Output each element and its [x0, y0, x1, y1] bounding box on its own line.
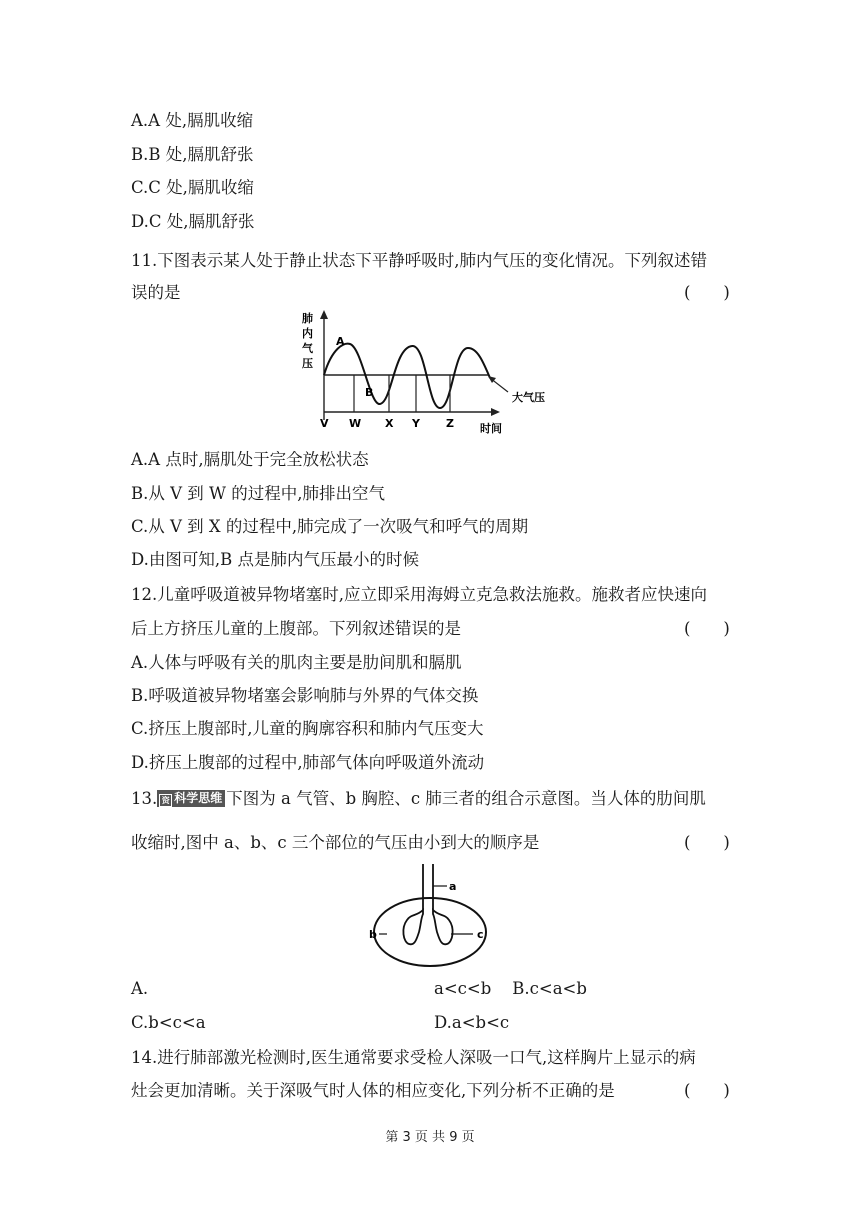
q11-graph-tick-v: V	[320, 417, 329, 430]
q12-option-b: B.呼吸道被异物堵塞会影响肺与外界的气体交换	[131, 686, 479, 705]
q14-stem-line1: 14.进行肺部激光检测时,医生通常要求受检人深吸一口气,这样胸片上显示的病	[131, 1048, 696, 1067]
q14-stem-line2: 灶会更加清晰。关于深吸气时人体的相应变化,下列分析不正确的是	[131, 1081, 615, 1100]
q13-option-a: A.	[131, 979, 149, 998]
q11-graph-point-a: A	[336, 335, 345, 348]
q11-graph-y-label-4: 压	[302, 357, 313, 370]
q11-option-c: C.从 V 到 X 的过程中,肺完成了一次吸气和呼气的周期	[131, 517, 529, 536]
q13-label-a: a	[449, 880, 457, 893]
q14-answer-paren: ( )	[684, 1081, 730, 1100]
q11-option-b: B.从 V 到 W 的过程中,肺排出空气	[131, 484, 385, 503]
q13-option-d: D.a<b<c	[434, 1013, 510, 1032]
science-thinking-badge	[157, 790, 225, 807]
q11-pressure-graph	[280, 308, 560, 440]
q12-option-c: C.挤压上腹部时,儿童的胸廓容积和肺内气压变大	[131, 719, 484, 738]
q13-label-b: b	[369, 928, 377, 941]
q11-graph-baseline-label: 大气压	[512, 391, 545, 404]
q11-option-a: A.A 点时,膈肌处于完全放松状态	[131, 450, 369, 469]
q11-graph-tick-y: Y	[412, 417, 420, 430]
q13-stem-line2: 收缩时,图中 a、b、c 三个部位的气压由小到大的顺序是	[131, 833, 540, 852]
q10-option-b: B.B 处,膈肌舒张	[131, 145, 254, 164]
q13-option-c: C.b<c<a	[131, 1013, 206, 1032]
q13-number: 13.	[131, 789, 158, 808]
q10-option-d: D.C 处,膈肌舒张	[131, 212, 255, 231]
q11-graph-tick-w: W	[349, 417, 362, 430]
q13-stem-rest: 下图为 a 气管、b 胸腔、c 肺三者的组合示意图。当人体的肋间肌	[226, 789, 706, 808]
q11-graph-y-label-3: 气	[302, 342, 313, 355]
q12-option-d: D.挤压上腹部的过程中,肺部气体向呼吸道外流动	[131, 753, 485, 772]
q13-option-a-text-b	[434, 978, 587, 1000]
science-thinking-label: 科学思维	[174, 791, 223, 805]
resource-icon: 资	[159, 794, 172, 807]
q13-answer-paren: ( )	[684, 833, 730, 852]
q11-stem-line1: 11.下图表示某人处于静止状态下平静呼吸时,肺内气压的变化情况。下列叙述错	[131, 251, 707, 270]
q13-option-a-value: a<c<b	[434, 979, 492, 998]
q11-graph-x-label: 时间	[480, 422, 502, 435]
q11-graph-y-label-1: 肺	[302, 312, 313, 325]
q10-option-a: A.A 处,膈肌收缩	[131, 111, 254, 130]
q12-stem-line2: 后上方挤压儿童的上腹部。下列叙述错误的是	[131, 619, 461, 638]
q11-option-d: D.由图可知,B 点是肺内气压最小的时候	[131, 550, 420, 569]
q11-answer-paren: ( )	[684, 283, 730, 302]
q11-graph-tick-z: Z	[446, 417, 454, 430]
q11-graph-y-label-2: 内	[302, 327, 313, 340]
q11-stem-line2: 误的是	[131, 283, 181, 302]
q12-option-a: A.人体与呼吸有关的肌肉主要是肋间肌和膈肌	[131, 653, 462, 672]
q13-lung-diagram	[365, 862, 495, 970]
q11-graph-point-b: B	[365, 386, 374, 399]
q12-stem-line1: 12.儿童呼吸道被异物堵塞时,应立即采用海姆立克急救法施救。施救者应快速向	[131, 585, 707, 604]
q13-label-c: c	[477, 928, 484, 941]
page-footer: 第 3 页 共 9 页	[385, 1130, 475, 1145]
q12-answer-paren: ( )	[684, 619, 730, 638]
q11-graph-tick-x: X	[385, 417, 394, 430]
q13-stem-line1	[131, 788, 706, 810]
q10-option-c: C.C 处,膈肌收缩	[131, 178, 254, 197]
q13-option-b: B.c<a<b	[512, 979, 587, 998]
